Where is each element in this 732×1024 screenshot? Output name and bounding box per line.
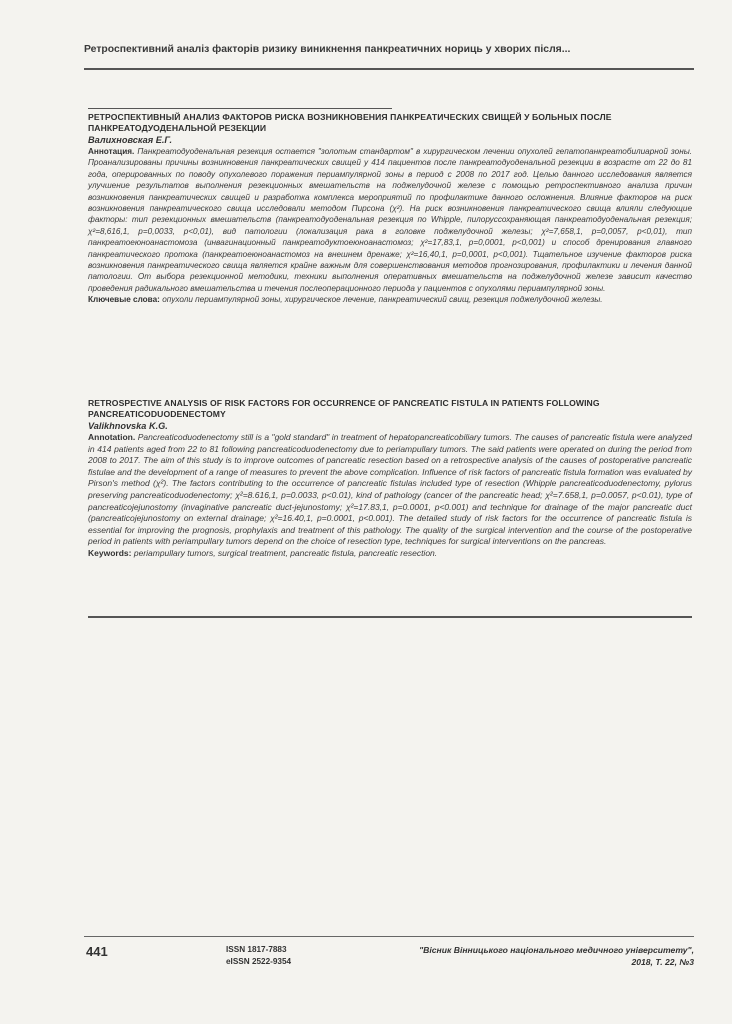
english-abstract-section [88,398,692,560]
english-keywords-label: Keywords: [88,547,132,558]
issn-block [226,944,291,968]
page-number: 441 [86,944,108,959]
english-keywords-text: periampullary tumors, surgical treatment, pancreatic fistula, pancreatic resection. [133,547,438,558]
english-abstract [88,432,692,548]
journal-citation [334,944,694,968]
russian-abstract-section [88,112,692,306]
russian-keywords-label: Ключевые слова: [88,295,160,305]
russian-abstract-label: Аннотация. [88,147,135,156]
journal-volume: 2018, Т. 22, №3 [631,957,694,967]
footer-divider [84,936,694,937]
russian-article-title: РЕТРОСПЕКТИВНЫЙ АНАЛИЗ ФАКТОРОВ РИСКА ВОЗНИКНОВЕНИЯ ПАНКРЕАТИЧЕСКИХ СВИЩЕЙ У БОЛЬНЫХ ПОСЛЕ ПАНКРЕАТОДУОДЕНАЛЬНОЙ РЕЗЕКЦИИ [88,112,612,133]
running-header: Ретроспективний аналіз факторів ризику виникнення панкреатичних нориць у хворих після... [84,44,571,55]
eissn: eISSN 2522-9354 [226,957,292,966]
russian-keywords [88,294,692,305]
russian-abstract [88,146,692,294]
section-divider [88,108,392,109]
issn: ISSN 1817-7883 [226,945,287,954]
header-divider [84,68,694,70]
russian-author: Валихновская Е.Г. [88,135,173,145]
russian-keywords-text: опухоли периампулярной зоны, хирургическое лечение, панкреатический свищ, резекция поджелудочной железы. [162,295,603,305]
english-author: Valikhnovska K.G. [88,421,168,431]
journal-name: "Вісник Вінницького національного медичного університету", [419,945,694,955]
russian-abstract-text: Панкреатодуоденальная резекция остается "золотым стандартом" в хирургическом лечении опухолей гепатопанкреатобилиарной зоны. Проанализированы причины возникновения панкреатических свищей у 414 пациентов после панкреатодуоденальной резекции в возрасте от 22 до 81 года, оперированных по поводу опухолевого поражения периампулярной зоны в период с 2008 по 2017 год. Целью данного исследования является улучшение результатов выполнения резекционных вмешательств на поджелудочной железе с помощью ретроспективного анализа причин возникновения панкреатических свищей и разработка комплекса мероприятий по профилактике данного осложнения. Влияние факторов на риск возникновения панкреатического свища исследовали методом Пирсона (χ²). На риск возникновения панкреатического свища влияли следующие факторы: тип резекционных вмешательств (панкреатодуоденальная резекция по Whipple, пилоруссохраняющая панкреатодуоденальная резекция; χ²=8,616,1, p=0,0033, p<0,01), вид патологии (локализация рака в головке поджелудочной железы; χ²=7,658,1, p=0,0057, p<0,01), тип панкреатоеюноанастомоза (инвагинационный панкреатодуктоеюноанастомоз; χ²=17,83,1, p=0,0001, p<0,001) и способ дренирования главного панкреатического протока (панкреатоеюноанастомоз на внешнем дренаже; χ²=16,40,1, p=0,0001, p<0,001). Тщательное изучение факторов риска возникновения панкреатического свища является крайне важным для совершенствования методов прогнозирования, профилактики и лечения данной патологии. От выбора резекционной методики, техники выполнения оперативных вмешательств на поджелудочной железе зависит качество проведения радикального вмешательства и течения послеоперационного периода у пациентов с опухолями периампулярной зоны. [88,147,693,293]
english-abstract-text: Pancreaticoduodenectomy still is a "gold standard" in treatment of hepatopancreaticobiliary tumors. The causes of pancreatic fistula were analyzed in 414 patients aged from 22 to 81 following pancreaticoduodenectomy due to periampullary tumors. The said patients were operated on during the period from 2008 to 2017. The aim of this study is to improve outcomes of pancreatic resection based on a retrospective analysis of the causes of postoperative pancreatic fistulae and the development of a range of measures to prevent the above complication. Influence of risk factors of pancreatic fistula formation was evaluated by Pirson's method (χ²). The factors contributing to the occurrence of pancreatic fistulas included type of resection (Whipple pancreaticoduodenectomy, pylorus preserving pancreaticoduodenectomy; χ²=8.616,1, p=0.0033, p<0.01), kind of pathology (cancer of the pancreatic head; χ²=7.658,1, p=0.0057, p<0.01), type of pancreaticojejunostomy (invaginative pancreatic duct-jejunostomy; χ²=17.83,1, p=0.0001, p<0.001) and technique for drainage of the major pancreatic duct (pancreaticojejunostomy on external drainage; χ²=16.40,1, p=0.0001, p<0.001). The detailed study of risk factors for the occurrence of pancreatic fistula is essential for improving the prognosis, prophylaxis and treatment of this pathology. The quality of the surgical intervention and the course of the postoperative period in patients with periampullary tumors depend on the choice of resection type, techniques for surgical interventions on the pancreas. [88,432,692,547]
english-article-title: RETROSPECTIVE ANALYSIS OF RISK FACTORS FOR OCCURRENCE OF PANCREATIC FISTULA IN PATIENTS FOLLOWING PANCREATICODUODENECTOMY [88,398,600,419]
english-keywords [88,548,692,560]
english-abstract-label: Annotation. [88,432,136,442]
abstract-end-divider [88,616,692,618]
